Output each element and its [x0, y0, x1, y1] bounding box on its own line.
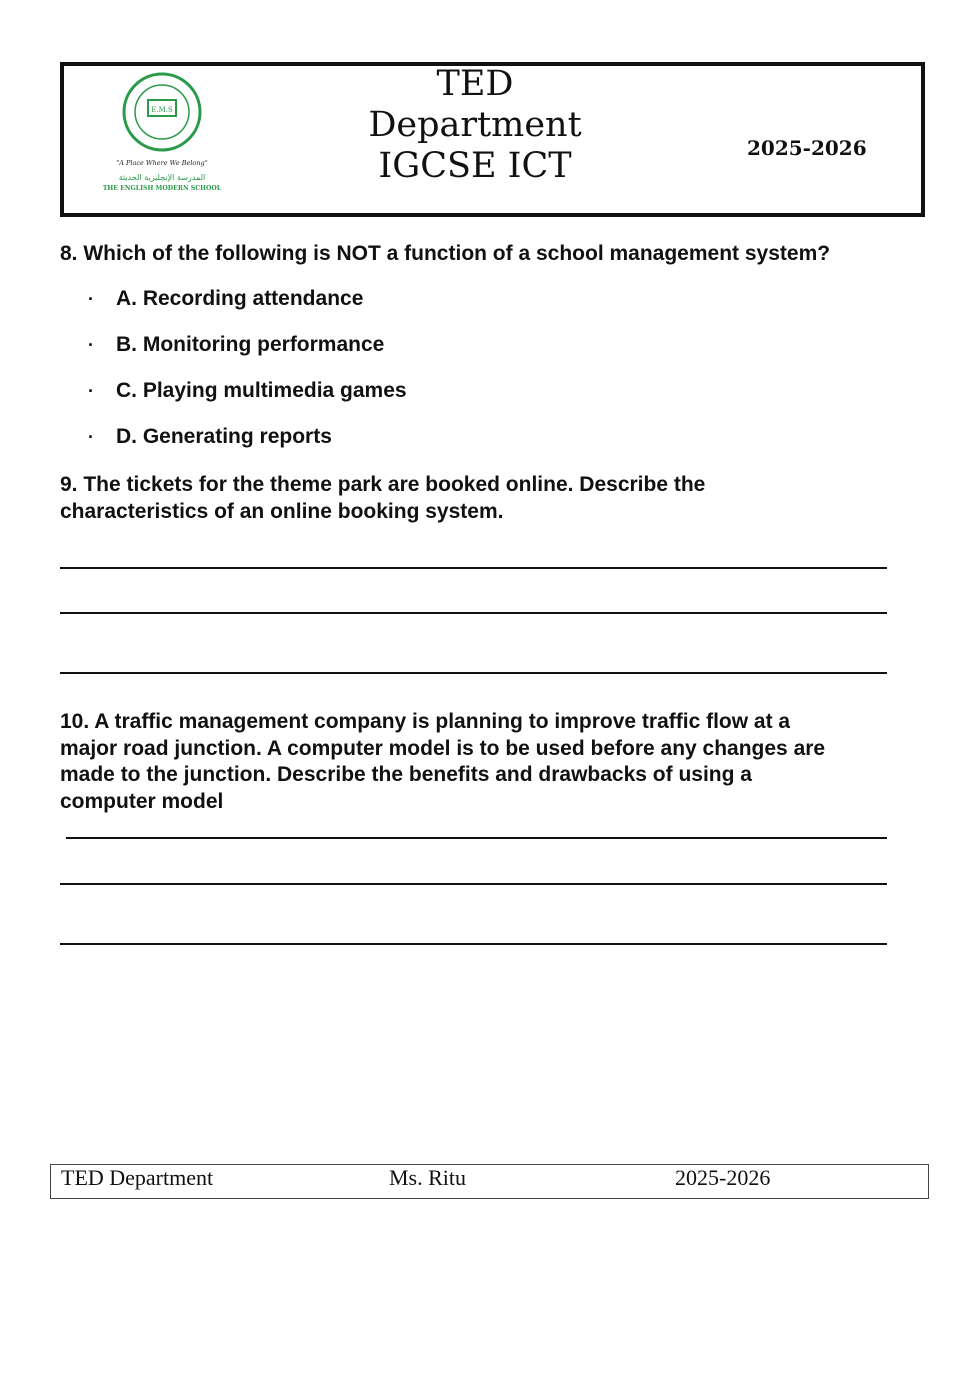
- svg-text:E.M.S: E.M.S: [151, 106, 173, 114]
- footer-teacher: Ms. Ritu: [389, 1165, 467, 1190]
- svg-text:"A Place Where We Belong": "A Place Where We Belong": [116, 159, 208, 167]
- footer-year: 2025-2026: [675, 1165, 771, 1190]
- bullet: ·: [88, 381, 94, 401]
- footer-department: TED Department: [61, 1165, 214, 1190]
- question-10: [60, 709, 825, 815]
- answer-line[interactable]: [60, 567, 887, 569]
- answer-line[interactable]: [60, 883, 887, 885]
- question-line: computer model: [60, 789, 224, 813]
- question-line: major road junction. A computer model is to be used before any changes are: [60, 736, 826, 760]
- answer-line[interactable]: [60, 943, 887, 945]
- school-logo-icon: [98, 72, 228, 194]
- option-c: C. Playing multimedia games: [116, 379, 407, 402]
- answer-line[interactable]: [60, 672, 887, 674]
- option-a: A. Recording attendance: [116, 287, 364, 310]
- bullet: ·: [88, 335, 94, 355]
- page-title: [330, 64, 620, 187]
- title-line: IGCSE ICT: [378, 146, 572, 186]
- question-9: [60, 472, 705, 525]
- header-year: 2025-2026: [747, 136, 867, 160]
- question-8: 8. Which of the following is NOT a function of a school management system?: [60, 242, 831, 265]
- title-line: Department: [368, 105, 582, 145]
- bullet: ·: [88, 427, 94, 447]
- answer-line[interactable]: [60, 612, 887, 614]
- footer: [50, 1164, 929, 1199]
- question-line: 9. The tickets for the theme park are booked online. Describe the: [60, 473, 706, 496]
- question-line: 10. A traffic management company is planning to improve traffic flow at a: [60, 710, 791, 733]
- question-line: made to the junction. Describe the benefits and drawbacks of using a: [60, 763, 752, 786]
- question-line: characteristics of an online booking system.: [60, 499, 504, 523]
- answer-line[interactable]: [66, 837, 887, 839]
- bullet: ·: [88, 289, 94, 309]
- option-d: D. Generating reports: [116, 425, 332, 448]
- title-line: TED: [436, 64, 514, 104]
- option-b: B. Monitoring performance: [116, 333, 385, 356]
- svg-text:THE ENGLISH MODERN SCHOOL: THE ENGLISH MODERN SCHOOL: [102, 185, 222, 192]
- svg-text:المدرسة الإنجليزية الحديثة: المدرسة الإنجليزية الحديثة: [118, 173, 206, 182]
